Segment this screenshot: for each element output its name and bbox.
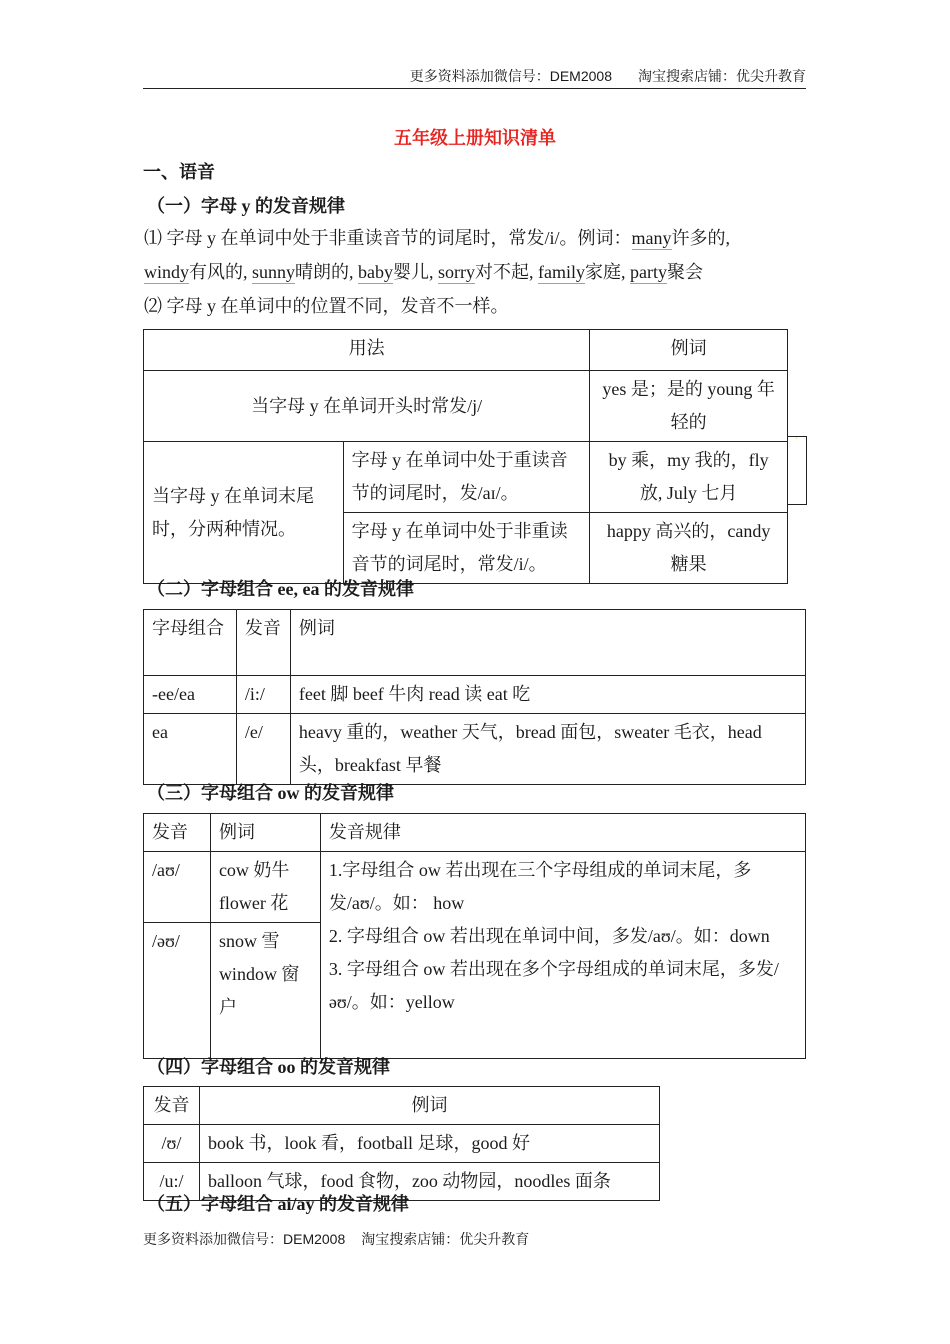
table-cell: by 乘，my 我的，fly 放, July 七月 — [590, 442, 788, 513]
example-word: family — [538, 262, 586, 282]
example-meaning: 聚会 — [667, 262, 703, 282]
example-word: sunny — [252, 262, 296, 282]
table-cell: /aʊ/ — [144, 852, 211, 923]
page-footer — [143, 1229, 545, 1249]
section-heading-phonics: 一、语音 — [143, 162, 215, 182]
table-cell: balloon 气球，food 食物，zoo 动物园，noodles 面条 — [199, 1163, 659, 1201]
table-header-example: 例词 — [590, 330, 788, 371]
table-cell: 当字母 y 在单词末尾时，分两种情况。 — [144, 442, 344, 584]
subsection-heading-oo: （四）字母组合 oo 的发音规律 — [147, 1057, 390, 1077]
example-meaning: 婴儿, — [393, 262, 434, 282]
y-rule-paragraph — [144, 221, 814, 289]
subsection-heading-y: （一）字母 y 的发音规律 — [147, 196, 345, 216]
example-meaning: 有风的, — [189, 262, 248, 282]
subsection-heading-ow: （三）字母组合 ow 的发音规律 — [147, 783, 394, 803]
tiny-mark: · — [795, 434, 798, 443]
table-artifact-box — [787, 436, 807, 505]
example-meaning: 对不起, — [475, 262, 534, 282]
example-word: windy — [144, 262, 189, 282]
table-cell: book 书，look 看，football 足球，good 好 — [199, 1125, 659, 1163]
y-position-paragraph: ⑵ 字母 y 在单词中的位置不同，发音不一样。 — [144, 296, 509, 316]
document-title: 五年级上册知识清单 — [394, 128, 556, 148]
footer-wechat: 更多资料添加微信号：DEM2008 — [143, 1231, 346, 1247]
ow-rules-cell — [320, 852, 805, 1059]
table-cell: /i:/ — [236, 676, 290, 714]
table-header: 发音 — [144, 1087, 200, 1125]
table-header: 字母组合 — [144, 610, 237, 676]
table-cell: cow 奶牛 flower 花 — [210, 852, 320, 923]
oo-table — [143, 1086, 660, 1201]
footer-taobao: 淘宝搜索店铺：优尖升教育 — [361, 1231, 530, 1247]
table-header: 发音 — [144, 814, 211, 852]
table-cell: snow 雪 window 窗户 — [210, 923, 320, 1059]
table-cell: 字母 y 在单词中处于非重读音节的词尾时，常发/i/。 — [343, 513, 590, 584]
example-meaning: 家庭, — [585, 262, 626, 282]
y-usage-table — [143, 329, 788, 584]
table-header-usage: 用法 — [144, 330, 590, 371]
table-header: 发音 — [236, 610, 290, 676]
subsection-heading-ee-ea: （二）字母组合 ee, ea 的发音规律 — [147, 579, 414, 599]
table-header: 例词 — [199, 1087, 659, 1125]
table-cell: /ʊ/ — [144, 1125, 200, 1163]
table-cell: -ee/ea — [144, 676, 237, 714]
example-meaning: 晴朗的, — [295, 262, 354, 282]
table-header: 发音规律 — [320, 814, 805, 852]
table-cell: heavy 重的，weather 天气，bread 面包，sweater 毛衣，head 头，breakfast 早餐 — [290, 714, 805, 785]
ow-rule: 3. 字母组合 ow 若出现在多个字母组成的单词末尾，多发/əʊ/。如：yellow — [328, 959, 779, 1012]
table-cell: ea — [144, 714, 237, 785]
table-cell: happy 高兴的，candy 糖果 — [590, 513, 788, 584]
table-cell: /e/ — [236, 714, 290, 785]
example-word: party — [630, 262, 667, 282]
table-cell: /u:/ — [144, 1163, 200, 1201]
ow-table — [143, 813, 806, 1059]
example-meaning: 许多的, — [671, 228, 731, 248]
table-cell: feet 脚 beef 牛肉 read 读 eat 吃 — [290, 676, 805, 714]
table-cell: 当字母 y 在单词开头时常发/j/ — [144, 371, 590, 442]
table-header: 例词 — [290, 610, 805, 676]
page-header — [143, 66, 806, 89]
table-cell: 字母 y 在单词中处于重读音节的词尾时，发/aɪ/。 — [343, 442, 590, 513]
ow-rule: 1.字母组合 ow 若出现在三个字母组成的单词末尾，多发/aʊ/。如： how — [328, 860, 752, 913]
table-cell: /əʊ/ — [144, 923, 211, 1059]
table-cell: yes 是；是的 young 年轻的 — [590, 371, 788, 442]
y-rule-intro: ⑴ 字母 y 在单词中处于非重读音节的词尾时，常发/i/。例词： — [144, 228, 632, 248]
subsection-heading-ai-ay: （五）字母组合 ai/ay 的发音规律 — [147, 1194, 410, 1214]
example-word: sorry — [438, 262, 476, 282]
header-wechat: 更多资料添加微信号：DEM2008 — [409, 68, 612, 84]
example-word: baby — [358, 262, 394, 282]
example-word: many — [631, 228, 672, 248]
table-header: 例词 — [210, 814, 320, 852]
ee-ea-table — [143, 609, 806, 785]
header-taobao: 淘宝搜索店铺：优尖升教育 — [638, 68, 806, 84]
ow-rule: 2. 字母组合 ow 若出现在单词中间，多发/aʊ/。如：down — [328, 926, 770, 946]
